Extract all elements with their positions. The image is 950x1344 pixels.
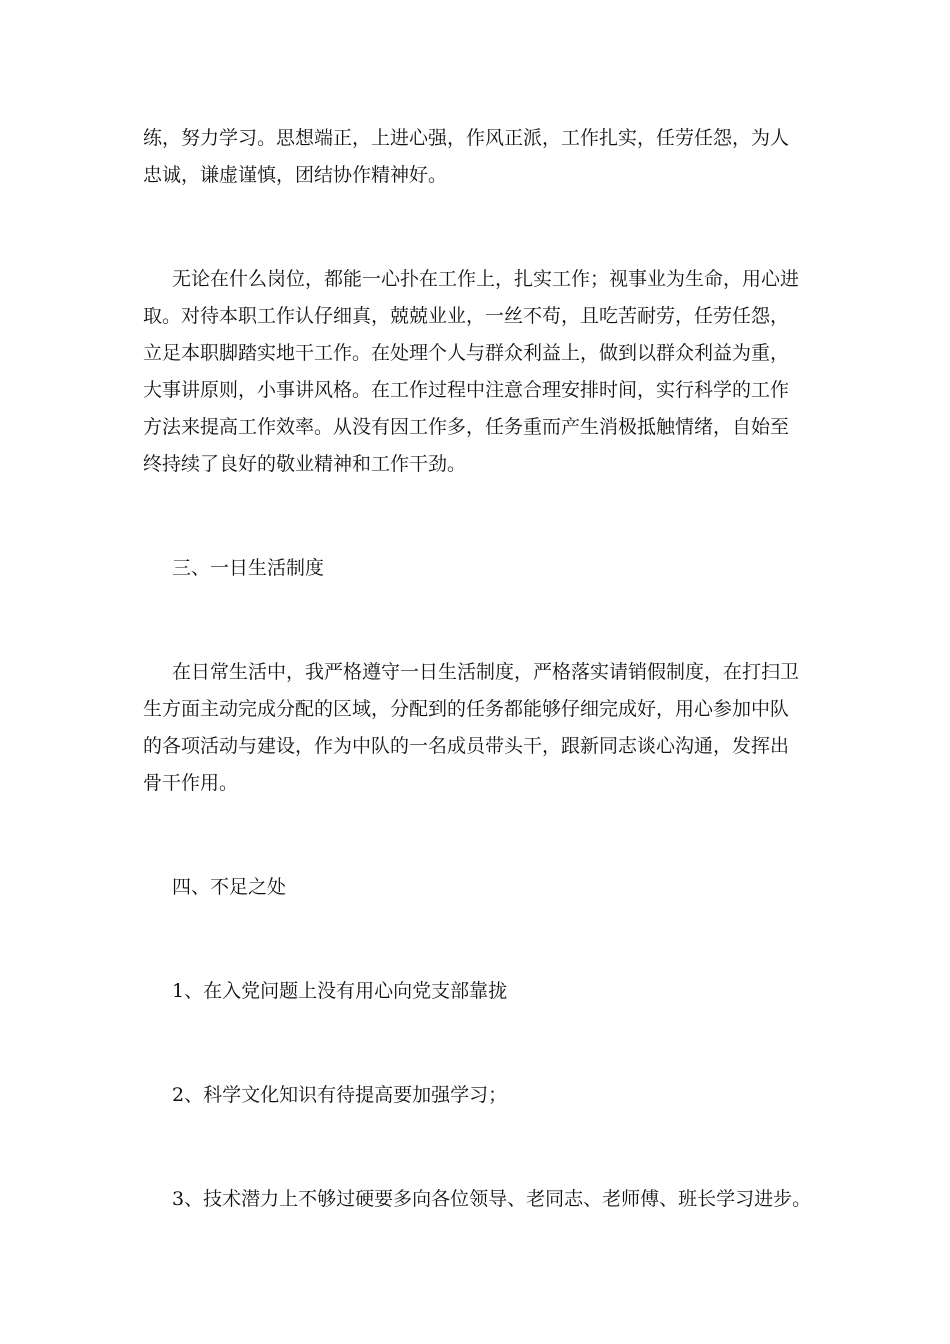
- paragraph-3-line-4: 骨干作用。: [143, 772, 239, 794]
- paragraph-2-line-5: 方法来提高工作效率。从没有因工作多，任务重而产生消极抵触情绪，自始至: [143, 416, 790, 438]
- paragraph-2-line-4: 大事讲原则，小事讲风格。在工作过程中注意合理安排时间，实行科学的工作: [143, 379, 790, 401]
- list-item-1: 1、在入党问题上没有用心向党支部靠拢: [172, 980, 508, 1002]
- paragraph-3-line-2: 生方面主动完成分配的区域，分配到的任务都能够仔细完成好，用心参加中队: [143, 698, 790, 720]
- list-item-3: 3、技术潜力上不够过硬要多向各位领导、老同志、老师傅、班长学习进步。: [172, 1188, 812, 1210]
- section-heading-3: 三、一日生活制度: [172, 557, 325, 579]
- list-item-2: 2、科学文化知识有待提高要加强学习；: [172, 1084, 508, 1106]
- paragraph-2-line-1: 无论在什么岗位，都能一心扑在工作上，扎实工作；视事业为生命，用心进: [172, 268, 800, 290]
- paragraph-2-line-6: 终持续了良好的敬业精神和工作干劲。: [143, 453, 467, 475]
- paragraph-2-line-2: 取。对待本职工作认仔细真，兢兢业业，一丝不苟，且吃苦耐劳，任劳任怨，: [143, 305, 790, 327]
- paragraph-3-line-3: 的各项活动与建设，作为中队的一名成员带头干，跟新同志谈心沟通，发挥出: [143, 735, 790, 757]
- paragraph-3-line-1: 在日常生活中，我严格遵守一日生活制度，严格落实请销假制度，在打扫卫: [172, 661, 800, 683]
- paragraph-2-line-3: 立足本职脚踏实地干工作。在处理个人与群众利益上，做到以群众利益为重，: [143, 342, 790, 364]
- paragraph-1-line-1: 练，努力学习。思想端正，上进心强，作风正派，工作扎实，任劳任怨，为人: [143, 127, 790, 149]
- section-heading-4: 四、不足之处: [172, 876, 287, 898]
- paragraph-1-line-2: 忠诚，谦虚谨慎，团结协作精神好。: [143, 164, 448, 186]
